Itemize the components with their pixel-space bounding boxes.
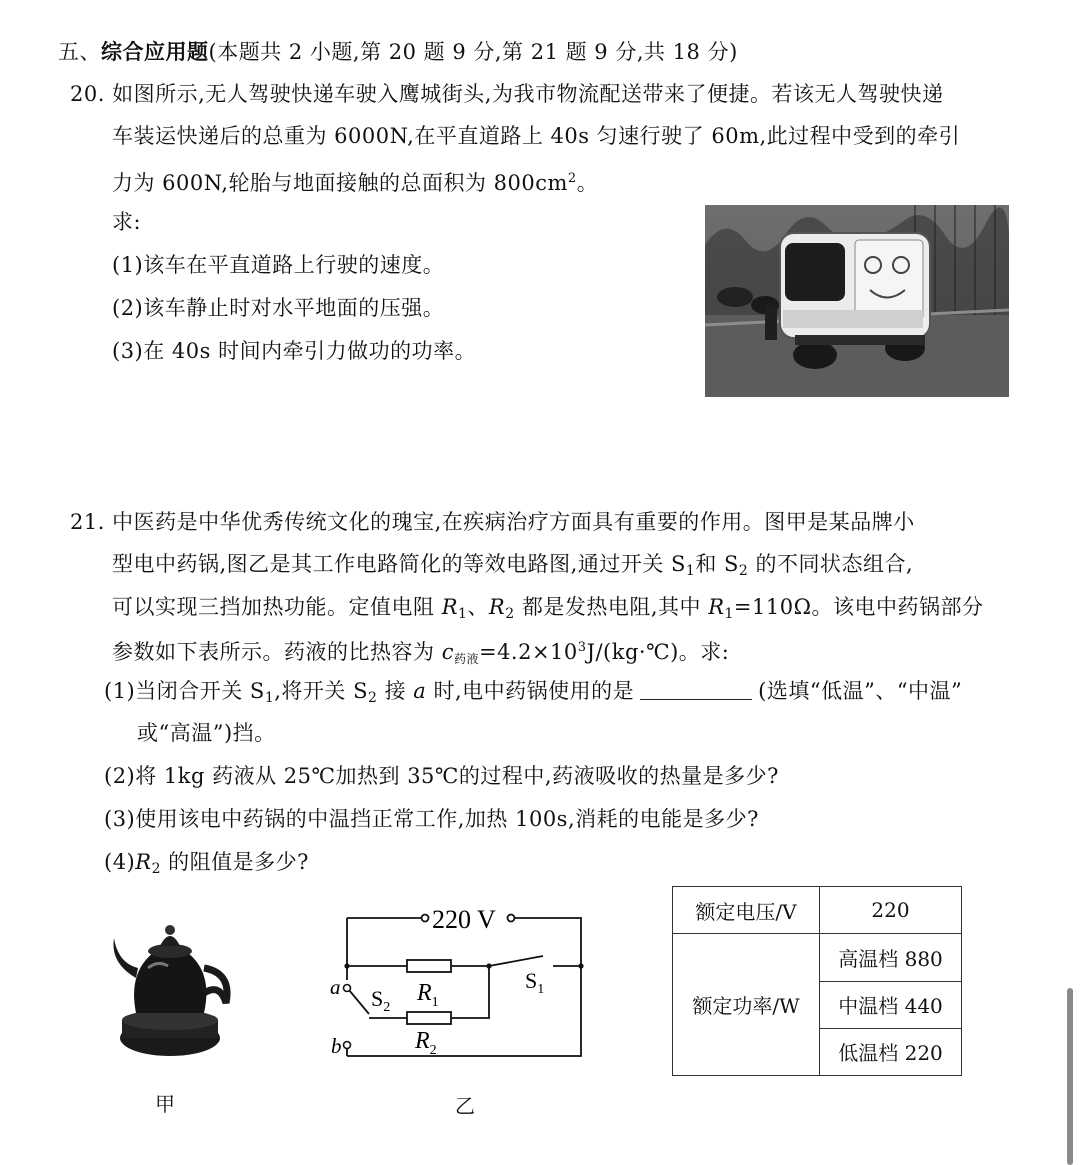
q20-line-3: 力为 600N,轮胎与地面接触的总面积为 $800cm^2$。 <box>112 171 599 195</box>
q20-part-1: (1)该车在平直道路上行驶的速度。 <box>112 253 445 277</box>
herbal-pot-image <box>108 918 238 1058</box>
power-high: 高温档 880 <box>820 934 962 981</box>
q21-part-1: (1)当闭合开关 $S_1$,将开关 $S_2$ 接 a 时,电中药锅使用的是 (选填“低温”、“中温” <box>104 679 963 706</box>
q20-part-3: (3)在 40s 时间内牵引力做功的功率。 <box>112 339 477 363</box>
q21-line-2: 型电中药锅,图乙是其工作电路简化的等效电路图,通过开关 $S_1$和 $S_2$ 的不同状态组合, <box>112 552 914 579</box>
switch-s1-label: $S_1$ <box>525 968 545 997</box>
answer-blank[interactable] <box>640 681 752 700</box>
section-title: 综合应用题 <box>101 39 209 64</box>
q20-line-1: 20. 如图所示,无人驾驶快递车驶入鹰城街头,为我市物流配送带来了便捷。若该无人驾驶快递 <box>70 82 944 106</box>
voltage-label: 220 V <box>432 905 496 934</box>
node-b-label: b <box>331 1034 342 1058</box>
q20-ask: 求: <box>112 210 142 234</box>
node-a-label: a <box>330 975 341 999</box>
power-mid: 中温档 440 <box>820 981 962 1028</box>
parameters-table <box>672 886 962 1076</box>
q21-line-1: 21. 中医药是中华优秀传统文化的瑰宝,在疾病治疗方面具有重要的作用。图甲是某品牌小 <box>70 510 915 534</box>
resistor-r2-label: $R_2$ <box>415 1028 437 1058</box>
table-row <box>673 934 962 981</box>
q21-line-4: 参数如下表所示。药液的比热容为 $c_{药液}=4.2\times 10^3J/(kg\cdot℃)$。求: <box>112 640 730 666</box>
q20-line-2: 车装运快递后的总重为 6000N,在平直道路上 40s 匀速行驶了 60m,此过程中受到的牵引 <box>112 124 961 148</box>
q21-part-1-cont: 或“高温”)挡。 <box>137 721 276 745</box>
q21-line-3: 可以实现三挡加热功能。定值电阻 $R_1$、$R_2$ 都是发热电阻,其中 $R_1=110\Omega$。该电中药锅部分 <box>112 595 984 622</box>
figure-jia-caption: 甲 <box>155 1092 175 1116</box>
section-note: (本题共 2 小题,第 20 题 9 分,第 21 题 9 分,共 18 分) <box>208 40 738 64</box>
q21-part-3: (3)使用该电中药锅的中温挡正常工作,加热 100s,消耗的电能是多少? <box>104 807 759 831</box>
q20-number: 20. <box>70 82 105 106</box>
q20-part-2: (2)该车静止时对水平地面的压强。 <box>112 296 445 320</box>
q21-number: 21. <box>70 510 105 534</box>
q21-part-4: $(4)R_2$ 的阻值是多少? <box>104 850 309 877</box>
switch-s2-label: $S_2$ <box>371 986 391 1015</box>
delivery-vehicle-photo <box>705 205 1009 397</box>
power-low: 低温档 220 <box>820 1028 962 1075</box>
table-row <box>673 887 962 934</box>
rated-voltage-label: 额定电压/V <box>673 887 820 934</box>
circuit-diagram <box>325 898 595 1073</box>
resistor-r1-label: $R_1$ <box>417 980 439 1010</box>
section-header: 五、综合应用题(本题共 2 小题,第 20 题 9 分,第 21 题 9 分,共 18 分) <box>58 39 738 64</box>
rated-power-label: 额定功率/W <box>673 934 820 1076</box>
rated-voltage-value: 220 <box>820 887 962 934</box>
figure-yi-caption: 乙 <box>455 1094 475 1118</box>
section-number: 五 <box>58 40 80 64</box>
q21-part-2: (2)将 1kg 药液从 25℃加热到 35℃的过程中,药液吸收的热量是多少? <box>104 764 779 788</box>
scrollbar[interactable] <box>1067 988 1073 1165</box>
